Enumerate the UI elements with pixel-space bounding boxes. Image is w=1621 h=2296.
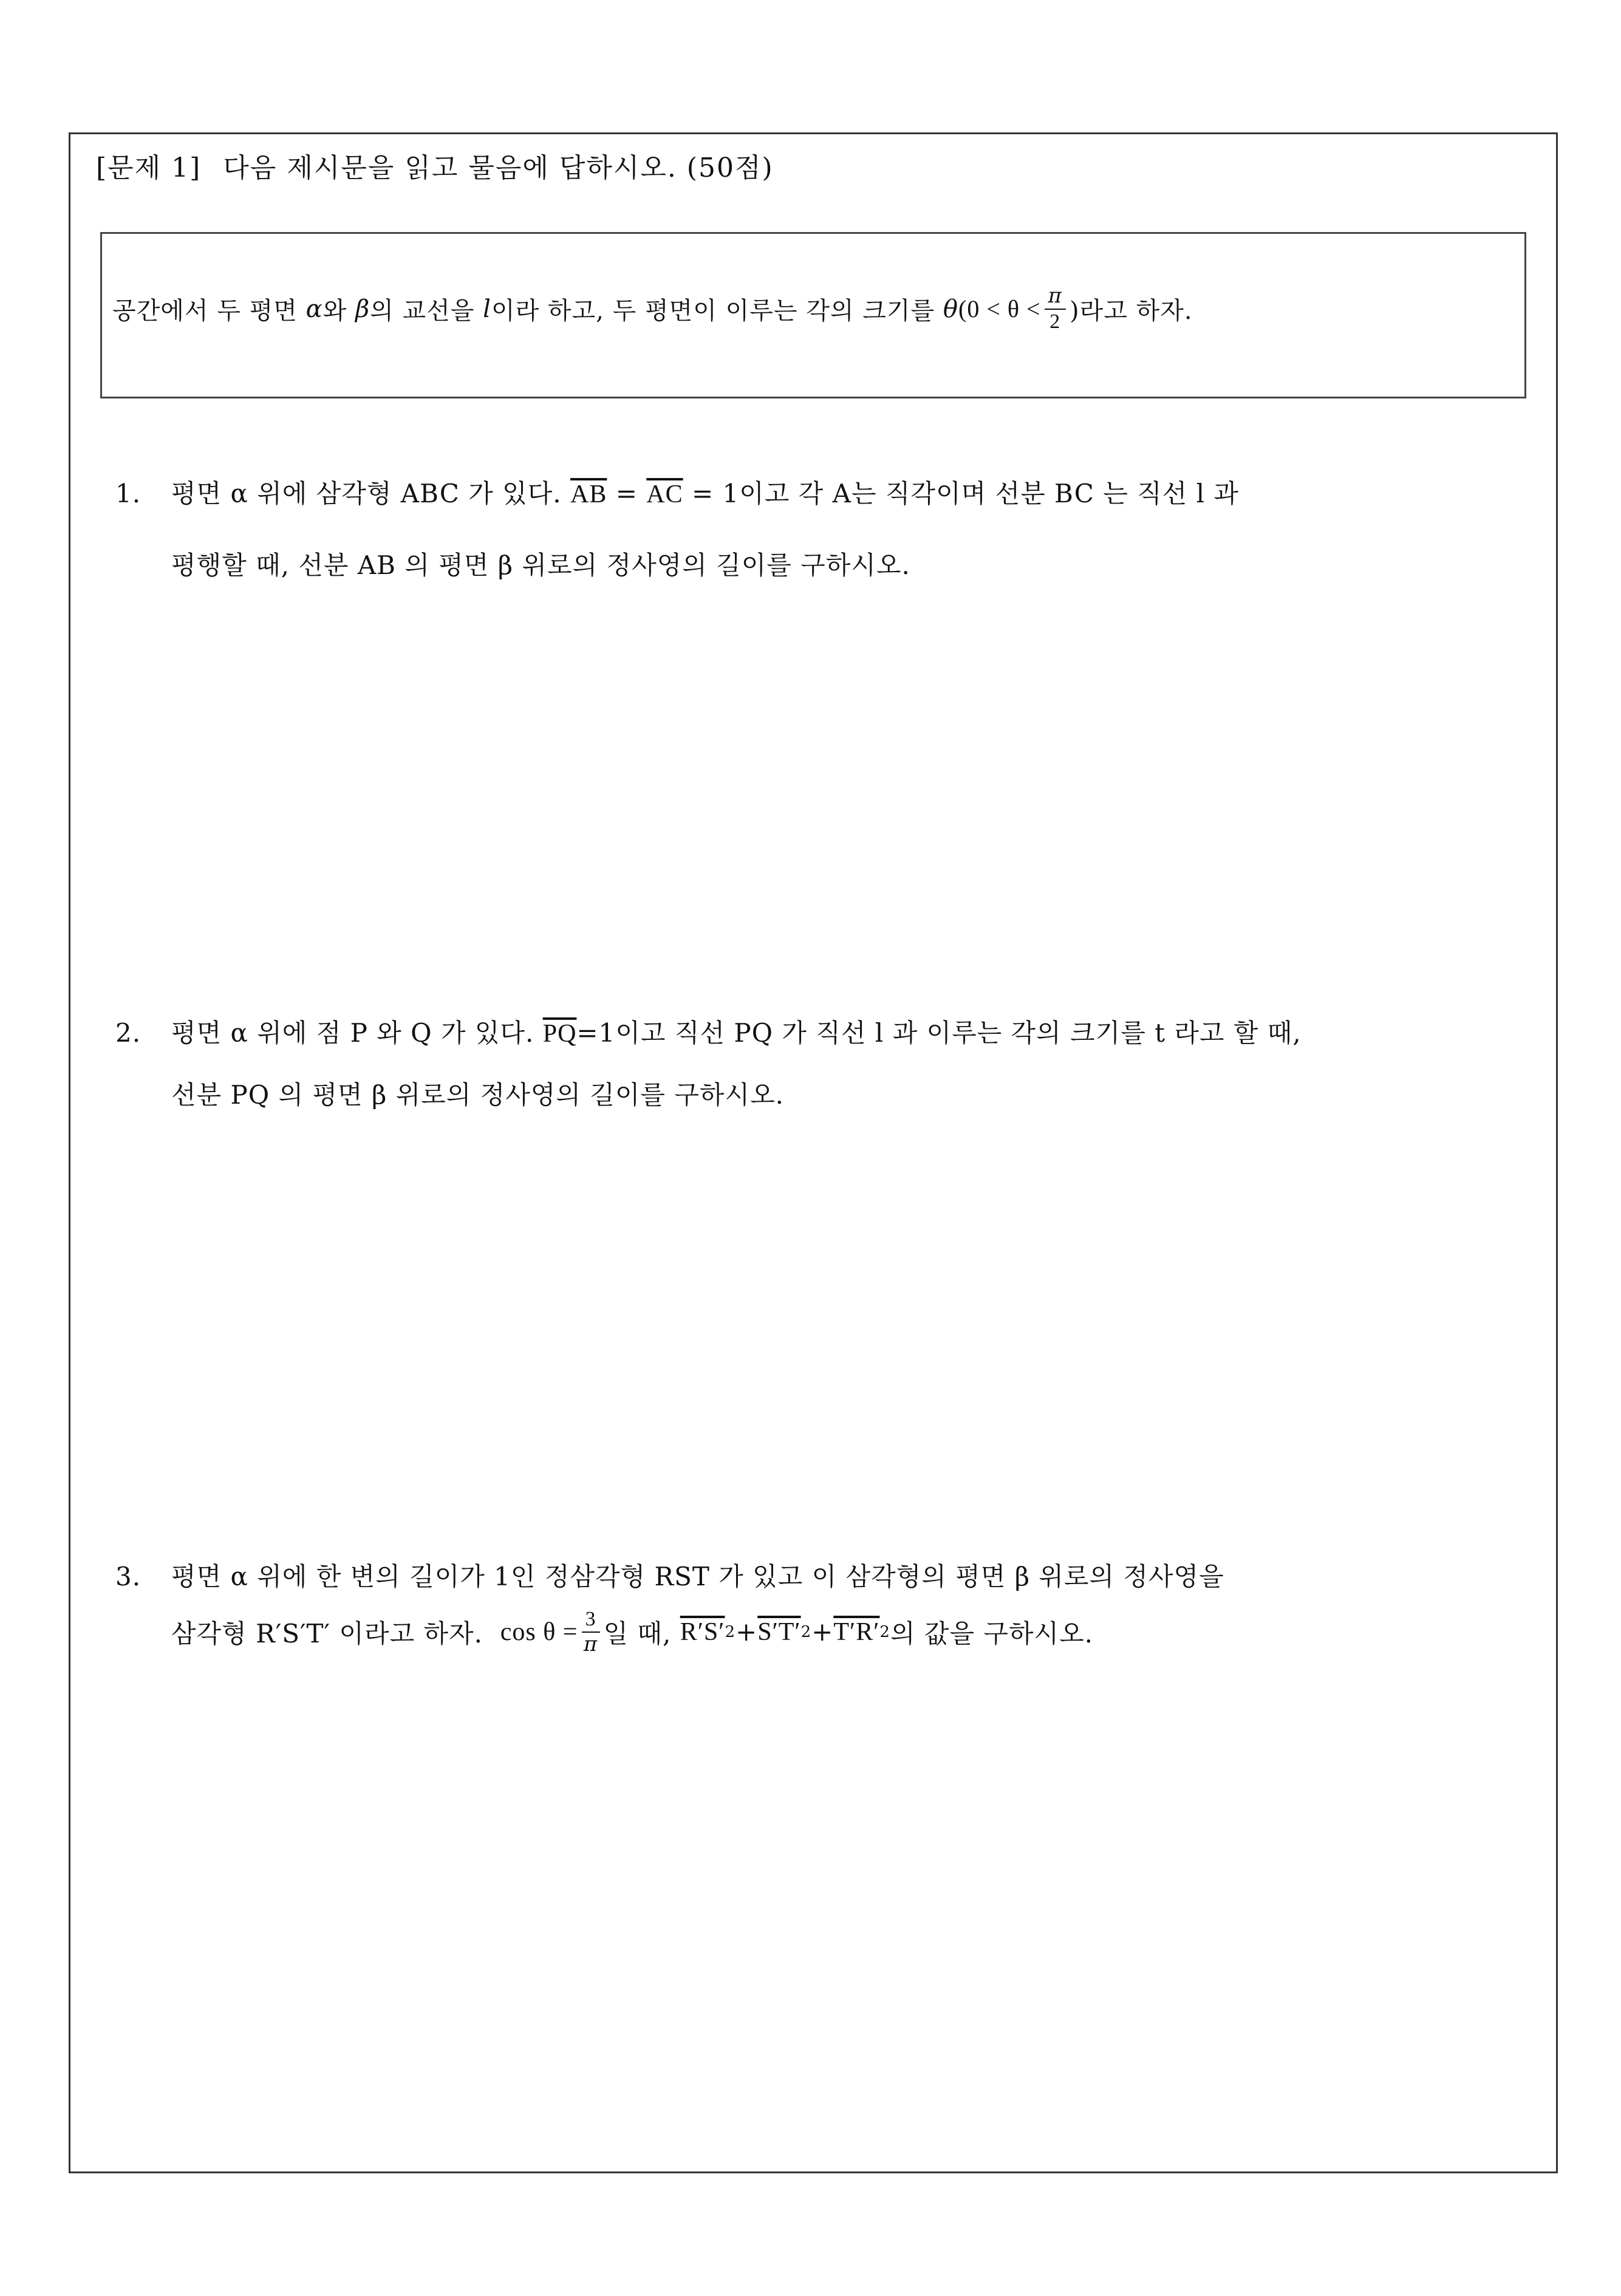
- question-text: 평행할 때, 선분 AB 의 평면 β 위로의 정사영의 길이를 구하시오.: [171, 550, 910, 580]
- question-number: 1.: [115, 479, 142, 508]
- problem-header: [96, 146, 774, 185]
- question-text: =1이고 직선 PQ 가 직선 l 과 이루는 각의 크기를 t 라고 할 때,: [576, 1018, 1302, 1048]
- square-exponent: 2: [725, 1622, 736, 1641]
- fraction-denominator: 2: [1049, 310, 1061, 333]
- question-text: 삼각형 R′S′T′ 이라고 하자.: [171, 1618, 483, 1649]
- segment-pq: $\overline{PQ}$: [542, 1020, 577, 1048]
- square-exponent: 2: [800, 1622, 812, 1641]
- segment-rs-prime: R′S′: [680, 1618, 725, 1646]
- question-1-line-2: [171, 545, 910, 582]
- question-number: 3.: [115, 1562, 142, 1591]
- segment-ab: $\overline{AB}$: [570, 480, 607, 508]
- fraction-denominator: π: [583, 1631, 598, 1656]
- passage-text-part: 이라 하고, 두 평면이 이루는 각의 크기를: [491, 297, 935, 326]
- passage-text-part: )라고 하자.: [1069, 297, 1193, 326]
- problem-instruction: 다음 제시문을 읽고 물음에 답하시오. (50점): [223, 152, 774, 183]
- three-over-pi-fraction: [582, 1608, 600, 1655]
- alpha-symbol: α: [305, 295, 323, 323]
- passage-text-part: 와: [322, 297, 347, 326]
- beta-symbol: β: [355, 295, 370, 323]
- problem-label: [문제 1]: [96, 152, 202, 183]
- segment-ac: $\overline{AC}$: [646, 480, 683, 508]
- answer-sheet-border: [69, 132, 1558, 2173]
- question-text: 의 값을 구하시오.: [890, 1618, 1094, 1649]
- square-exponent: 2: [879, 1622, 890, 1641]
- cos-theta-expression: cos θ =: [500, 1618, 578, 1646]
- question-text: 선분 PQ 의 평면 β 위로의 정사영의 길이를 구하시오.: [171, 1080, 784, 1110]
- question-text: 평면 α 위에 삼각형 ABC 가 있다.: [171, 479, 562, 508]
- plus-sign: +: [735, 1617, 758, 1647]
- fraction-numerator: 3: [582, 1608, 600, 1633]
- question-3-line-1: [115, 1557, 1224, 1593]
- question-1-line-1: [115, 474, 1239, 510]
- question-text: 일 때,: [603, 1618, 672, 1649]
- passage-text-part: 공간에서 두 평면: [112, 297, 298, 326]
- question-text: 평면 α 위에 점 P 와 Q 가 있다.: [171, 1018, 534, 1048]
- question-2-line-2: [171, 1075, 784, 1112]
- passage-text: [112, 285, 1193, 332]
- plus-sign: +: [811, 1617, 834, 1647]
- angle-range-text: (0 < θ <: [958, 295, 1041, 323]
- theta-symbol: θ: [943, 295, 958, 323]
- segment-tr-prime: T′R′: [833, 1618, 880, 1646]
- segment-st-prime: S′T′: [757, 1618, 801, 1646]
- passage-text-part: 의 교선을: [370, 297, 475, 326]
- question-3-line-2: [171, 1608, 1093, 1655]
- question-number: 2.: [115, 1018, 142, 1048]
- line-l-symbol: l: [483, 295, 491, 323]
- question-text: 평면 α 위에 한 변의 길이가 1인 정삼각형 RST 가 있고 이 삼각형의 평면 β 위로의 정사영을: [171, 1562, 1224, 1591]
- question-2-line-1: [115, 1013, 1302, 1050]
- equals-sign: =: [607, 479, 647, 508]
- fraction-numerator: π: [1045, 285, 1066, 310]
- pi-over-two-fraction: [1045, 285, 1066, 332]
- question-text: = 1이고 각 A는 직각이며 선분 BC 는 직선 l 과: [683, 479, 1239, 508]
